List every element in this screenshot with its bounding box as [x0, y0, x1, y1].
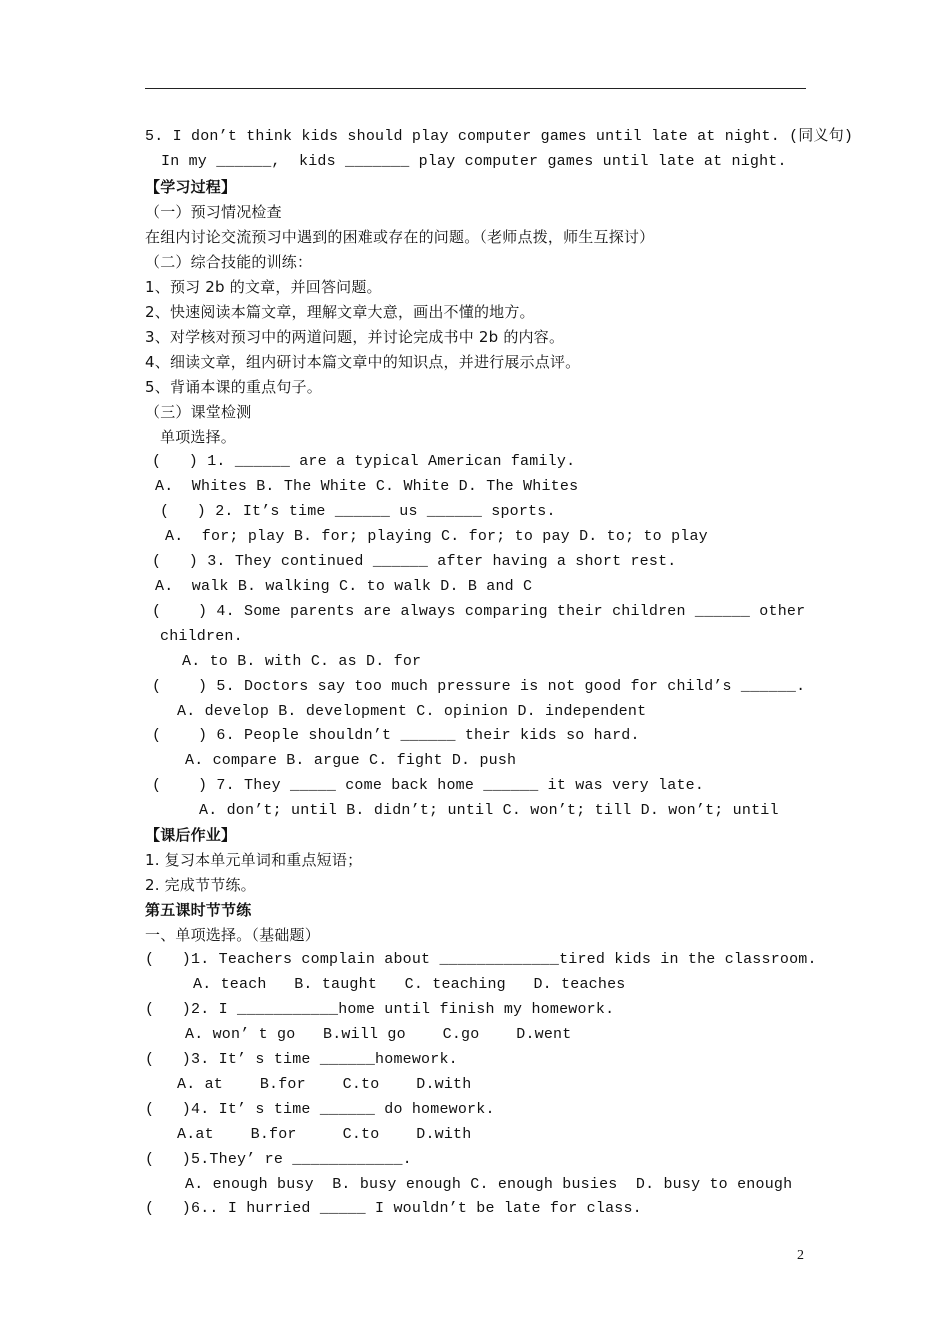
exercise-2: ( )2. I ___________home until finish my homework. [145, 1001, 615, 1018]
section-2-heading: （二）综合技能的训练： [145, 253, 313, 271]
process-heading: 【学习过程】 [145, 178, 237, 196]
part-1-heading: 一、单项选择。（基础题） [145, 926, 320, 944]
exercise-4: ( )4. It’ s time ______ do homework. [145, 1101, 495, 1118]
exercise-6: ( )6.. I hurried _____ I wouldn’t be late for class. [145, 1200, 642, 1217]
question-3-options: A. walk B. walking C. to walk D. B and C [155, 578, 533, 595]
question-4-continued: children. [160, 628, 243, 645]
exercise-5: ( )5.They’ re ____________. [145, 1151, 412, 1168]
question-7: ( ) 7. They _____ come back home ______ it was very late. [152, 777, 705, 794]
exercise-2-options: A. won’ t go B.will go C.go D.went [185, 1026, 572, 1043]
question-3: ( ) 3. They continued ______ after having a short rest. [152, 553, 677, 570]
question-6: ( ) 6. People shouldn’t ______ their kids so hard. [152, 727, 640, 744]
lesson-5-title: 第五课时节节练 [145, 901, 252, 919]
step-5: 5、背诵本课的重点句子。 [145, 378, 322, 396]
question-1: ( ) 1. ______ are a typical American family. [152, 453, 576, 470]
homework-heading: 【课后作业】 [145, 826, 237, 844]
section-1-heading: （一）预习情况检查 [145, 203, 282, 221]
section-1-text: 在组内讨论交流预习中遇到的困难或存在的问题。（老师点拨，师生互探讨） [145, 228, 655, 246]
exercise-5-sentence: 5. I don’t think kids should play computer games until late at night. (同义句) [145, 128, 854, 145]
question-4: ( ) 4. Some parents are always comparing their children ______ other [152, 603, 806, 620]
exercise-4-options: A.at B.for C.to D.with [177, 1126, 472, 1143]
page-number: 2 [797, 1248, 804, 1263]
question-5: ( ) 5. Doctors say too much pressure is not good for child’s ______. [152, 678, 806, 695]
homework-1: 1. 复习本单元单词和重点短语； [145, 851, 363, 869]
question-5-options: A. develop B. development C. opinion D. independent [177, 703, 647, 720]
exercise-3: ( )3. It’ s time ______homework. [145, 1051, 458, 1068]
question-4-options: A. to B. with C. as D. for [182, 653, 422, 670]
exercise-5-rewrite: In my ______, kids _______ play computer games until late at night. [161, 153, 787, 170]
question-7-options: A. don’t; until B. didn’t; until C. won’t; till D. won’t; until [199, 802, 779, 819]
exercise-1-options: A. teach B. taught C. teaching D. teaches [193, 976, 626, 993]
exercise-1: ( )1. Teachers complain about _____________tired kids in the classroom. [145, 951, 817, 968]
question-1-options: A. Whites B. The White C. White D. The Whites [155, 478, 579, 495]
question-2: ( ) 2. It’s time ______ us ______ sports. [160, 503, 556, 520]
question-6-options: A. compare B. argue C. fight D. push [185, 752, 517, 769]
header-rule [145, 88, 806, 89]
exercise-3-options: A. at B.for C.to D.with [177, 1076, 472, 1093]
exercise-5-options: A. enough busy B. busy enough C. enough busies D. busy to enough [185, 1176, 793, 1193]
section-3-heading: （三）课堂检测 [145, 403, 252, 421]
homework-2: 2. 完成节节练。 [145, 876, 256, 894]
question-2-options: A. for; play B. for; playing C. for; to pay D. to; to play [165, 528, 708, 545]
single-choice-label: 单项选择。 [160, 428, 237, 446]
step-1: 1、预习 2b 的文章，并回答问题。 [145, 278, 382, 296]
step-2: 2、快速阅读本篇文章，理解文章大意，画出不懂的地方。 [145, 303, 535, 321]
step-4: 4、细读文章，组内研讨本篇文章中的知识点，并进行展示点评。 [145, 353, 581, 371]
step-3: 3、对学核对预习中的两道问题，并讨论完成书中 2b 的内容。 [145, 328, 565, 346]
